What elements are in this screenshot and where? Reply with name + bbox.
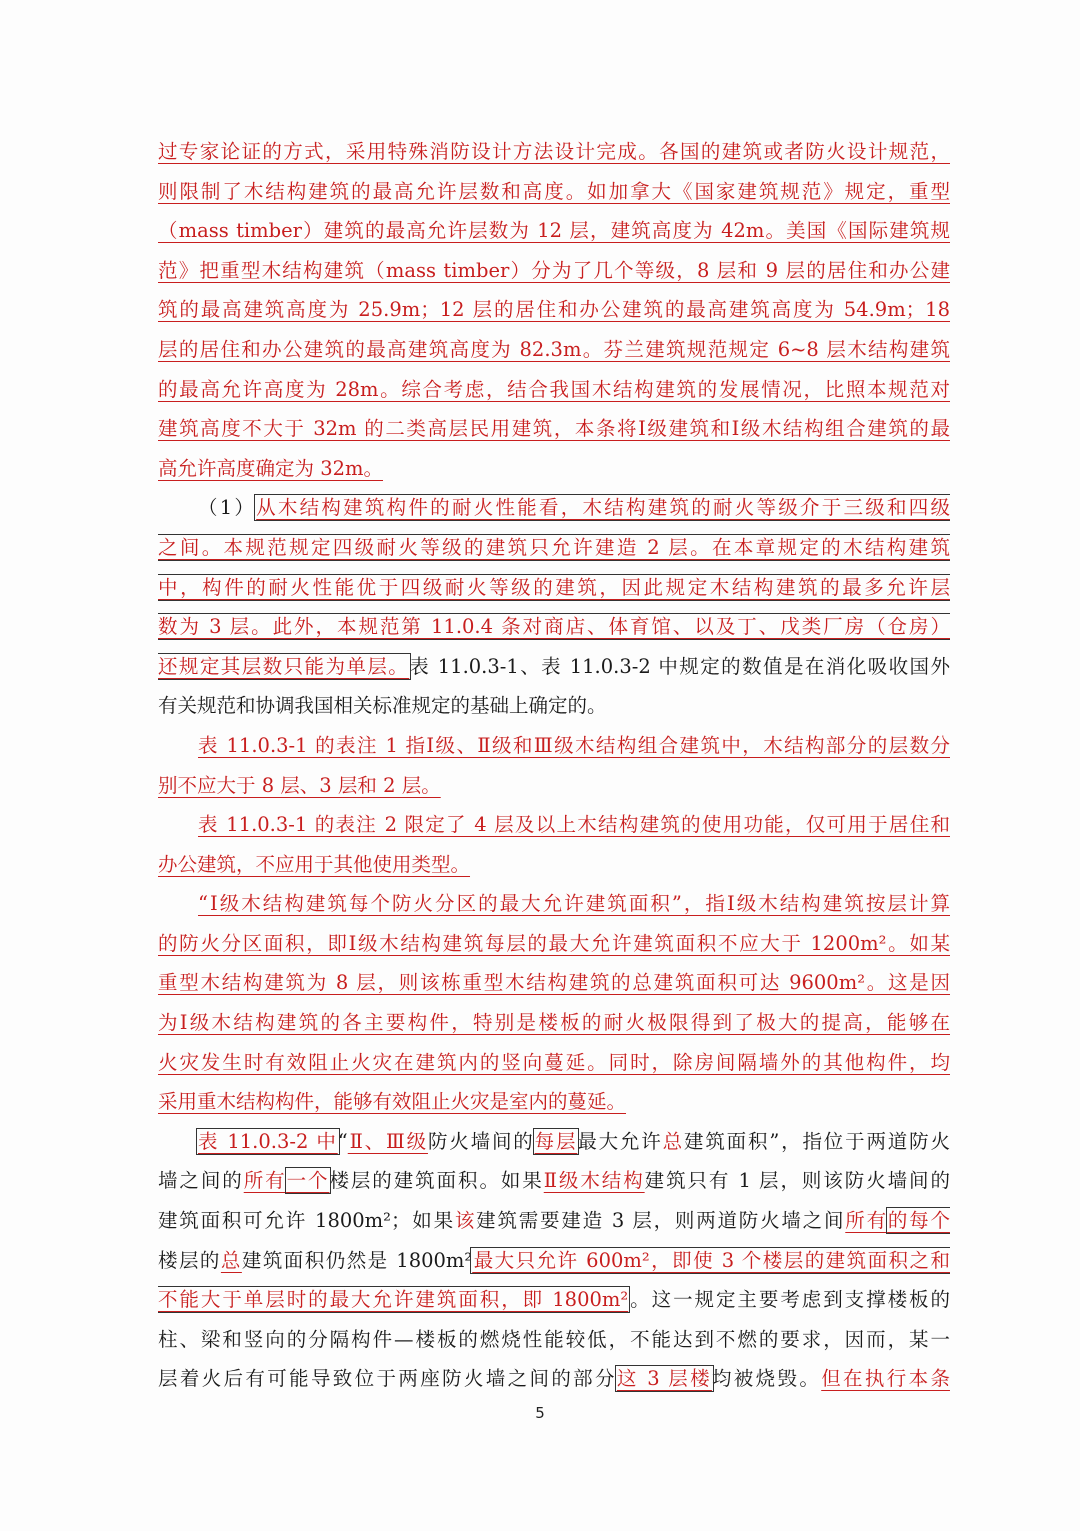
text-line (158, 488, 950, 528)
text-line (158, 1003, 950, 1043)
text-line (158, 409, 950, 449)
red-highlight: 采用重木结构构件，能够有效阻止火灾是室内的蔓延。 (158, 1090, 627, 1114)
body-text (158, 132, 950, 1399)
red-highlight: 表 11.0.3-1 的表注 2 限定了 4 层及以上木结构建筑的使用功能，仅可用于居住和 (198, 813, 950, 837)
boxed-highlight: 中，构件的耐火性能优于四级耐火等级的建筑，因此规定木结构建筑的最多允许层 (158, 575, 950, 599)
text-run: （1） (198, 496, 257, 520)
boxed-highlight: 这 3 层楼 (616, 1367, 712, 1391)
text-run: 柱、梁和竖向的分隔构件—楼板的燃烧性能较低，不能达到不燃的要求，因而，某一 (158, 1327, 950, 1351)
red-highlight: 层的居住和办公建筑的最高建筑高度为 82.3m。芬兰建筑规范规定 6~8 层木结构建筑 (158, 337, 950, 361)
text-run: 。这一规定主要考虑到支撑楼板的 (628, 1288, 950, 1312)
text-line (158, 1082, 950, 1122)
text-line (158, 568, 950, 608)
red-highlight: 但在执行本条 (821, 1367, 950, 1391)
boxed-highlight: 之间。本规范规定四级耐火等级的建筑只允许建造 2 层。在本章规定的木结构建筑 (158, 535, 950, 559)
red-highlight: 筑的最高建筑高度为 25.9m；12 层的居住和办公建筑的最高建筑高度为 54.9m；18 (158, 298, 950, 322)
text-line (158, 251, 950, 291)
red-highlight: 高允许高度确定为 32m。 (158, 456, 384, 480)
text-run: 楼层的建筑面积。如果 (329, 1169, 544, 1193)
red-highlight: Ⅱ、Ⅲ级 (347, 1129, 428, 1153)
boxed-highlight: 数为 3 层。此外，本规范第 11.0.4 条对商店、体育馆、以及丁、戊类厂房（仓房） (158, 615, 950, 639)
text-run: 有关规范和协调我国相关标准规定的基础上确定的。 (158, 694, 607, 718)
red-highlight: 办公建筑，不应用于其他使用类型。 (158, 852, 471, 876)
red-highlight: 总 (220, 1248, 242, 1272)
text-run: 建筑面积可允许 1800m²；如果 (158, 1209, 455, 1233)
red-highlight: 重型木结构建筑为 8 层，则该栋重型木结构建筑的总建筑面积可达 9600m²。这是因 (158, 971, 950, 995)
text-line (158, 370, 950, 410)
text-line (158, 1122, 950, 1162)
text-line (158, 686, 950, 726)
boxed-highlight: 表 11.0.3-2 中 (198, 1129, 338, 1153)
text-line (158, 528, 950, 568)
text-run: 表 11.0.3-1、表 11.0.3-2 中规定的数值是在消化吸收国外 (409, 654, 950, 678)
text-line (158, 172, 950, 212)
red-highlight: 总 (662, 1129, 684, 1153)
red-highlight: （mass timber）建筑的最高允许层数为 12 层，建筑高度为 42m。美国《国际建筑规 (158, 219, 950, 243)
red-highlight: 范》把重型木结构建筑（mass timber）分为了几个等级，8 层和 9 层的居住和办公建 (158, 258, 950, 282)
text-run: 均被烧毁。 (711, 1367, 822, 1391)
boxed-highlight: 最大只允许 600m²，即使 3 个楼层的建筑面积之和 (472, 1248, 950, 1272)
text-line (158, 924, 950, 964)
red-highlight: 别不应大于 8 层、3 层和 2 层。 (158, 773, 441, 797)
text-line (158, 1359, 950, 1399)
red-highlight: 表 11.0.3-1 的表注 1 指Ⅰ级、Ⅱ级和Ⅲ级木结构组合建筑中，木结构部分的层数分 (198, 733, 950, 757)
boxed-highlight: 一个 (286, 1169, 330, 1193)
boxed-highlight: 的每个 (887, 1209, 950, 1233)
text-line (158, 290, 950, 330)
text-line (158, 766, 950, 806)
text-line (158, 1280, 950, 1320)
red-highlight: 建筑高度不大于 32m 的二类高层民用建筑，本条将Ⅰ级建筑和Ⅰ级木结构组合建筑的最 (158, 417, 950, 441)
red-highlight: 所有 (243, 1169, 287, 1193)
text-line (158, 330, 950, 370)
text-run: “ (337, 1129, 348, 1153)
text-run: 建筑需要建造 3 层，则两道防火墙之间 (476, 1209, 846, 1233)
text-line (158, 132, 950, 172)
text-line (158, 845, 950, 885)
text-run: 防火墙间的 (427, 1129, 535, 1153)
text-line (158, 1161, 950, 1201)
red-highlight: Ⅱ级木结构 (543, 1169, 645, 1193)
boxed-highlight: 不能大于单层时的最大允许建筑面积，即 1800m² (158, 1288, 629, 1312)
text-line (158, 211, 950, 251)
text-line (158, 1201, 950, 1241)
text-run: 墙之间的 (158, 1169, 244, 1193)
red-highlight: 过专家论证的方式，采用特殊消防设计方法设计完成。各国的建筑或者防火设计规范， (158, 140, 950, 163)
text-run: 建筑面积”，指位于两道防火 (684, 1129, 950, 1153)
red-highlight: 火灾发生时有效阻止火灾在建筑内的竖向蔓延。同时，除房间隔墙外的其他构件，均 (158, 1050, 950, 1074)
text-line (158, 1320, 950, 1360)
red-highlight: 为Ⅰ级木结构建筑的各主要构件，特别是楼板的耐火极限得到了极大的提高，能够在 (158, 1011, 950, 1035)
text-line (158, 1043, 950, 1083)
page-number: 5 (535, 1404, 545, 1422)
text-line (158, 805, 950, 845)
text-run: 楼层的 (158, 1248, 221, 1272)
text-run: 最大允许 (577, 1129, 663, 1153)
text-line (158, 884, 950, 924)
text-run: 层着火后有可能导致位于两座防火墙之间的部分 (158, 1367, 617, 1391)
boxed-highlight: 还规定其层数只能为单层。 (158, 654, 410, 678)
red-highlight: “Ⅰ级木结构建筑每个防火分区的最大允许建筑面积”，指Ⅰ级木结构建筑按层计算 (198, 892, 950, 916)
text-run: 建筑面积仍然是 1800m² (241, 1248, 473, 1272)
red-highlight: 所有 (845, 1209, 888, 1233)
text-run: 建筑只有 1 层，则该防火墙间的 (644, 1169, 950, 1193)
text-line (158, 726, 950, 766)
text-line (158, 647, 950, 687)
boxed-highlight: 从木结构建筑构件的耐火性能看，木结构建筑的耐火等级介于三级和四级 (256, 496, 950, 520)
text-line (158, 963, 950, 1003)
text-line (158, 607, 950, 647)
red-highlight: 的防火分区面积，即Ⅰ级木结构建筑每层的最大允许建筑面积不应大于 1200m²。如某 (158, 931, 950, 955)
text-line (158, 1241, 950, 1281)
red-highlight: 则限制了木结构建筑的最高允许层数和高度。如加拿大《国家建筑规范》规定，重型 (158, 179, 950, 203)
boxed-highlight: 每层 (534, 1129, 578, 1153)
text-line (158, 449, 950, 489)
red-highlight: 的最高允许高度为 28m。综合考虑，结合我国木结构建筑的发展情况，比照本规范对 (158, 377, 950, 401)
red-highlight: 该 (454, 1209, 477, 1233)
